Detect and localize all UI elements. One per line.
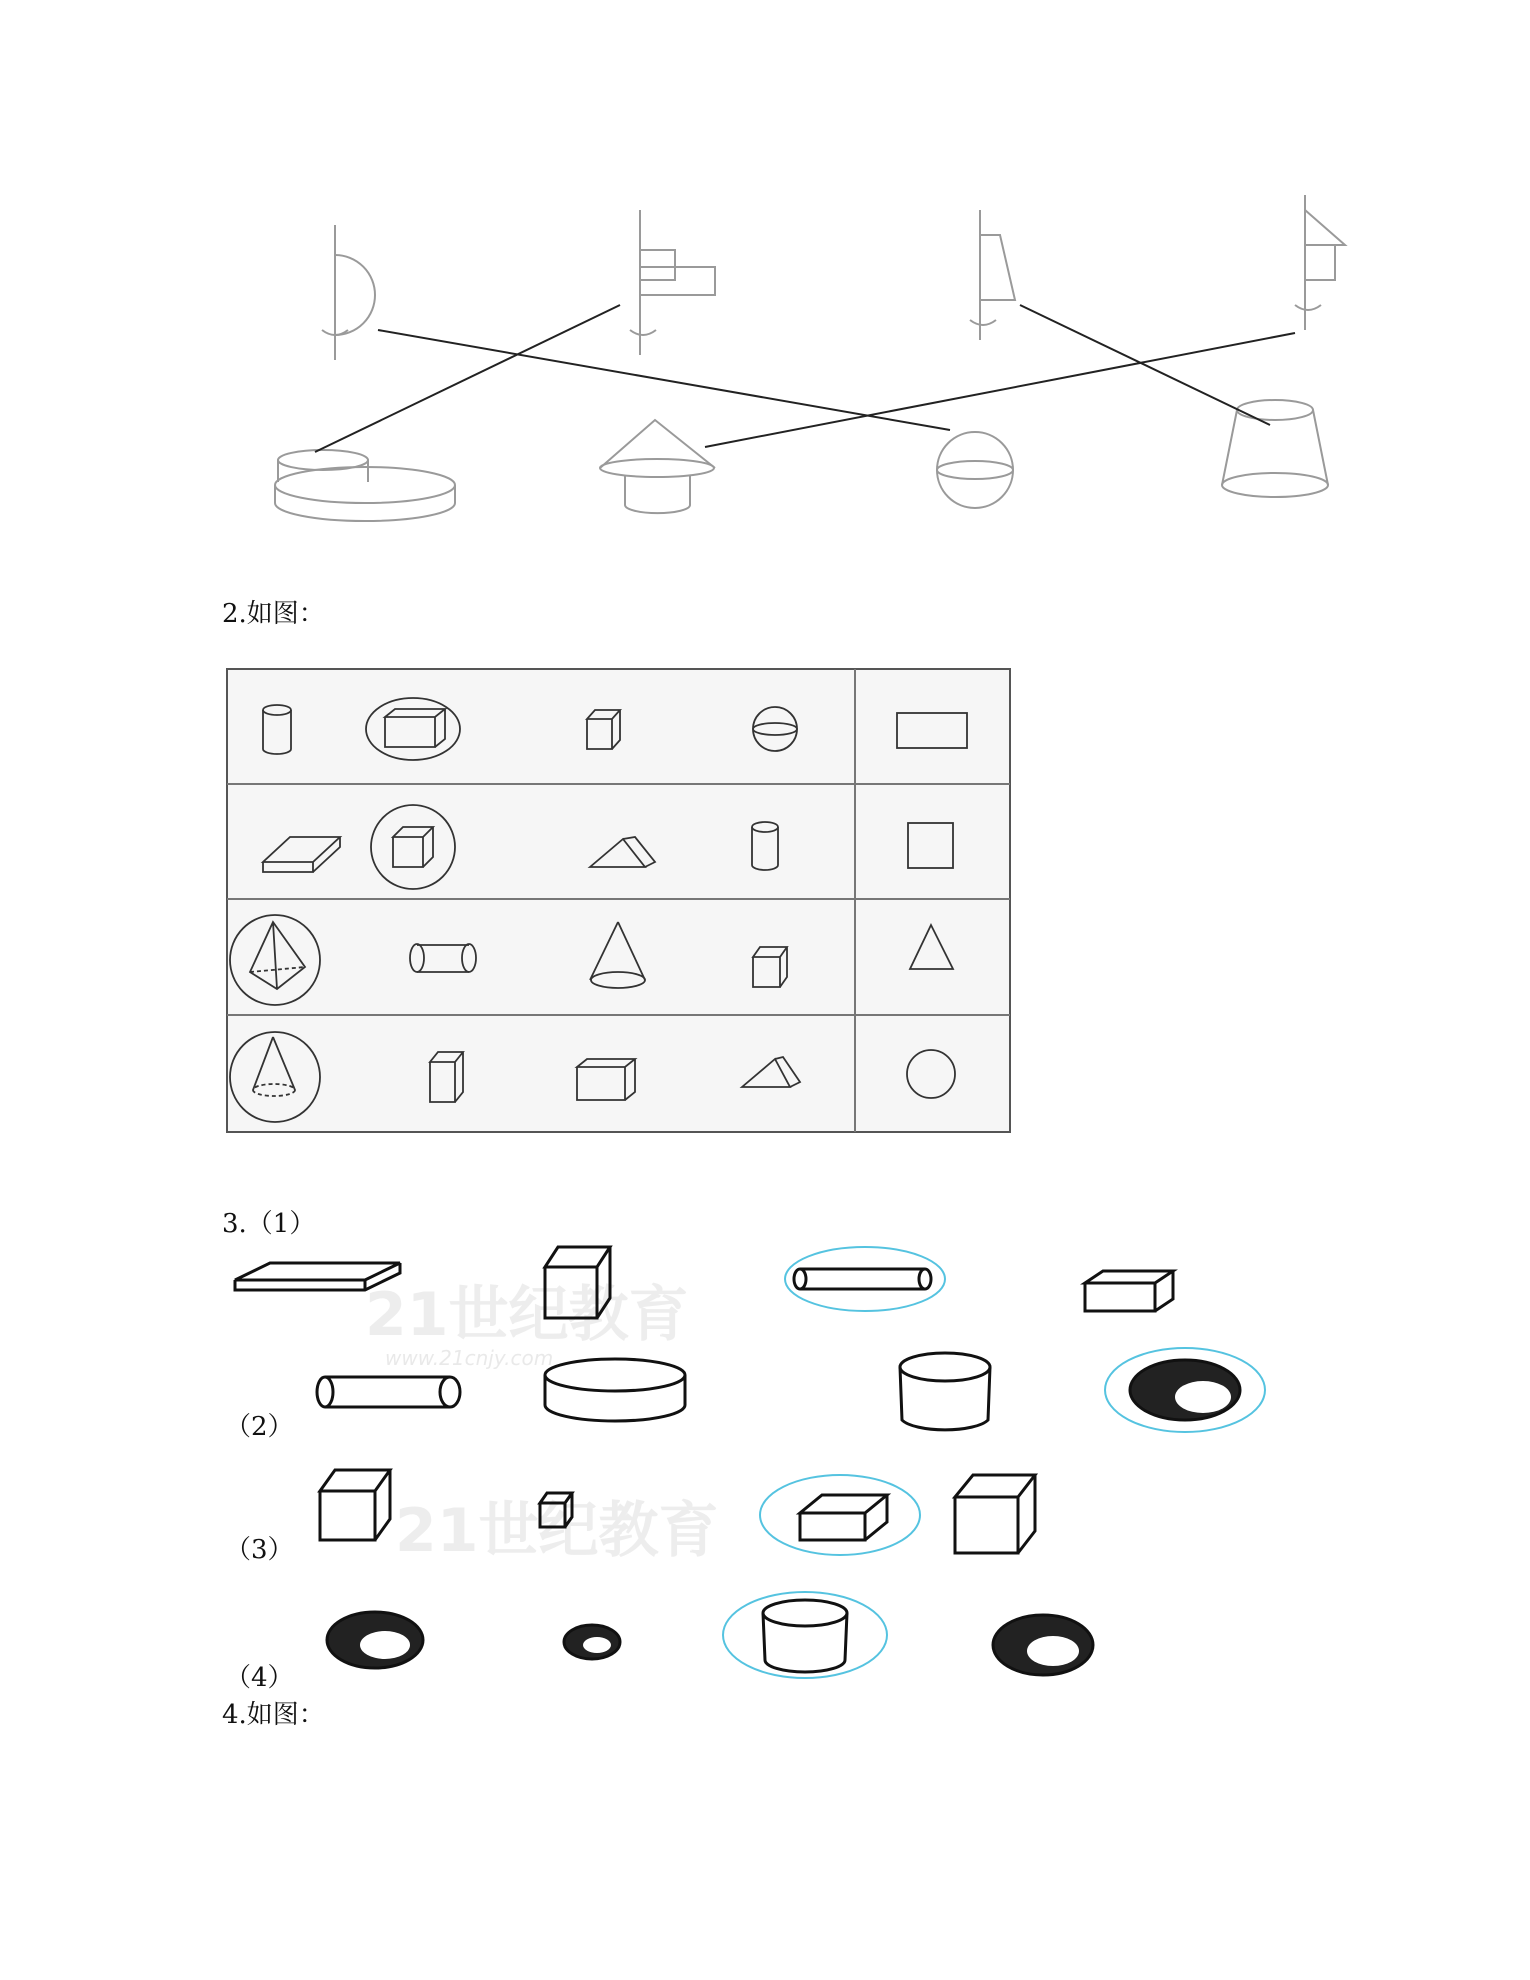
thin-cylinder-circled	[785, 1247, 945, 1311]
section-2-label: 2.如图：	[222, 599, 325, 629]
step-profile	[630, 210, 715, 355]
trapezoid-profile	[970, 210, 1015, 340]
svg-text:www.21cnjy.com: www.21cnjy.com	[385, 1346, 554, 1370]
shape-groups-svg	[225, 1235, 1305, 1705]
svg-text:21世纪教育: 21世纪教育	[395, 1496, 719, 1566]
group-4-shapes	[327, 1592, 1093, 1678]
rotation-matching-figure	[240, 185, 1370, 530]
cone-cylinder-solid	[600, 420, 715, 513]
solids-table-svg	[225, 667, 1015, 1137]
frustum-solid	[1222, 400, 1328, 497]
solids-table-figure	[225, 667, 1015, 1137]
semicircle-profile	[322, 225, 375, 360]
sphere-solid	[937, 432, 1013, 508]
section-3-row-2-label: （2）	[225, 1412, 294, 1442]
matching-lines	[315, 305, 1295, 452]
watermark-logo	[365, 1280, 719, 1566]
section-3-row-3-label: （3）	[225, 1535, 294, 1565]
sphere-circled	[1105, 1348, 1265, 1432]
section-3-row-4-label: （4）	[225, 1663, 294, 1693]
rotation-matching-svg	[240, 185, 1370, 530]
svg-text:21世纪教育: 21世纪教育	[365, 1280, 689, 1350]
shape-groups-figure	[225, 1235, 1305, 1705]
triangle-rect-profile	[1295, 195, 1345, 330]
stacked-cylinders-solid	[275, 450, 455, 521]
section-3-label: 3.（1）	[222, 1209, 316, 1239]
section-4-label: 4.如图：	[222, 1700, 325, 1730]
cuboid-circled	[760, 1475, 920, 1555]
cylinder-circled	[723, 1592, 887, 1678]
